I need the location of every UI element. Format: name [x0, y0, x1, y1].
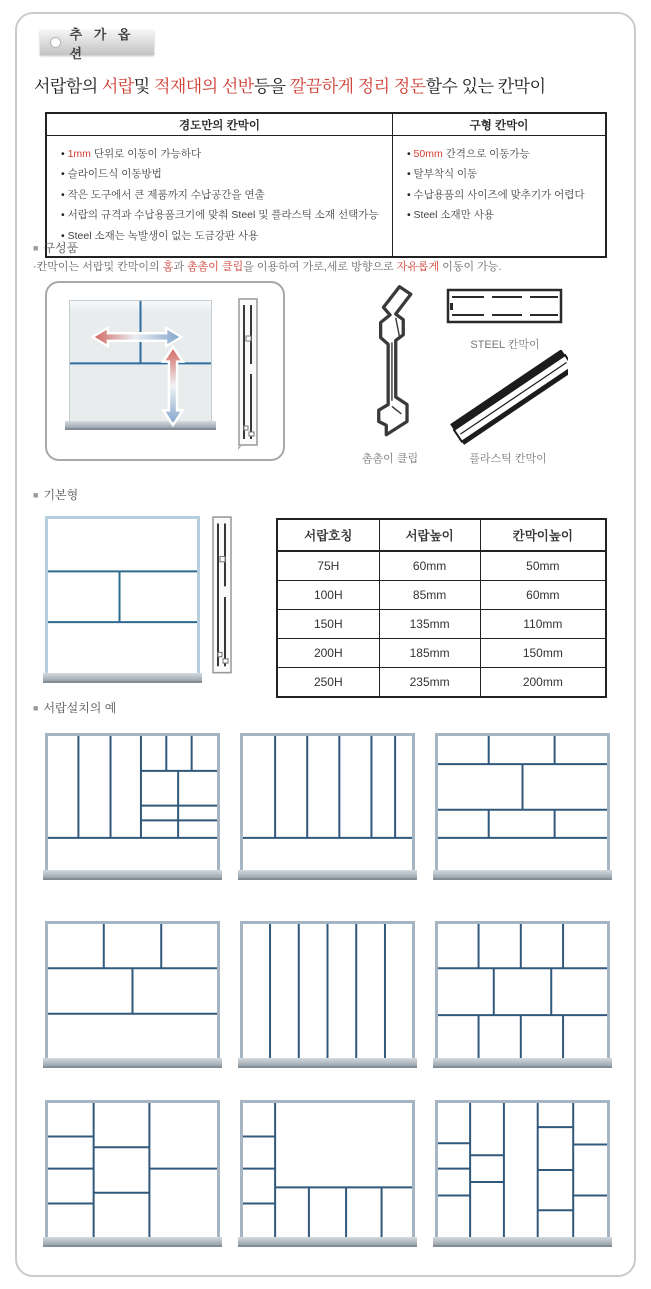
drawer-example-4 [45, 921, 220, 1061]
divider-lines [438, 736, 607, 870]
drawer-base [433, 870, 612, 880]
spec-cell: 110mm [480, 610, 606, 639]
steel-divider-illustration [446, 283, 564, 331]
spec-cell: 85mm [379, 581, 480, 610]
spec-row [277, 610, 606, 639]
spec-cell: 200H [277, 639, 379, 668]
divider-lines [243, 1103, 412, 1237]
divider-lines [48, 924, 217, 1058]
section-badge [40, 26, 154, 61]
feature-item: • 수납용품의 사이즈에 맞추기가 어렵다 [407, 185, 597, 205]
spec-row [277, 639, 606, 668]
spec-header-row [277, 519, 606, 551]
section-title-components: ■ 구성품 [33, 241, 79, 255]
divider-lines [438, 1103, 607, 1237]
drawer-topview-diagram [69, 300, 212, 422]
drawer-base [43, 673, 202, 683]
plastic-divider-label: 플라스틱 칸막이 [469, 453, 547, 465]
comparison-header-old: 구형 칸막이 [393, 114, 605, 136]
spec-cell: 150mm [480, 639, 606, 668]
feature-item: • 서랍의 규격과 수납용품크기에 맞춰 Steel 및 플라스틱 소재 선택가능 [61, 205, 384, 225]
drawer-base [238, 1237, 417, 1247]
spec-table [276, 518, 607, 698]
divider-profile-sideview [212, 516, 234, 678]
feature-item: • 슬라이드식 이동방법 [61, 164, 384, 184]
feature-item: • Steel 소재만 사용 [407, 205, 597, 225]
drawer-base [43, 1058, 222, 1068]
comparison-cell-new [47, 136, 393, 256]
feature-list-new [61, 144, 384, 246]
page-title: 서랍함의 서랍및 적재대의 선반등을 깔끔하게 정리 정돈할수 있는 칸막이 [34, 77, 546, 96]
spec-cell: 50mm [480, 551, 606, 581]
drawer-example-2 [240, 733, 415, 873]
drawer-base [43, 1237, 222, 1247]
drawer-example-6 [435, 921, 610, 1061]
spec-header-drawer-height: 서랍높이 [379, 519, 480, 551]
feature-item: • 탈부착식 이동 [407, 164, 597, 184]
square-marker-icon: ■ [33, 243, 39, 253]
spec-cell: 135mm [379, 610, 480, 639]
spec-cell: 235mm [379, 668, 480, 698]
feature-item: • 1mm 단위로 이동이 가능하다 [61, 144, 384, 164]
drawer-example-1 [45, 733, 220, 873]
comparison-table [45, 112, 607, 258]
divider-lines [243, 736, 412, 870]
drawer-example-5 [240, 921, 415, 1061]
divider-lines [438, 924, 607, 1058]
feature-item: • 작은 도구에서 큰 제품까지 수납공간을 연출 [61, 185, 384, 205]
spec-cell: 250H [277, 668, 379, 698]
spec-cell: 60mm [379, 551, 480, 581]
divider-lines [70, 301, 211, 421]
drawer-example-3 [435, 733, 610, 873]
divider-lines [48, 736, 217, 870]
comparison-cell-old [393, 136, 605, 256]
clip-illustration [358, 283, 424, 445]
spec-row [277, 581, 606, 610]
comparison-header-new: 경도만의 칸막이 [47, 114, 393, 136]
divider-lines [48, 1103, 217, 1237]
spec-cell: 100H [277, 581, 379, 610]
clip-label: 촘촘이 클립 [361, 453, 419, 465]
drawer-base [433, 1237, 612, 1247]
section-title-examples: ■ 서랍설치의 예 [33, 701, 117, 715]
drawer-example-7 [45, 1100, 220, 1240]
drawer-base [238, 870, 417, 880]
bullet-circle-icon [50, 37, 61, 48]
spec-row [277, 551, 606, 581]
spec-header-divider-height: 칸막이높이 [480, 519, 606, 551]
square-marker-icon: ■ [33, 703, 39, 713]
drawer-example-8 [240, 1100, 415, 1240]
spec-cell: 150H [277, 610, 379, 639]
drawer-base [238, 1058, 417, 1068]
drawer-base [433, 1058, 612, 1068]
section-title-basic: ■ 기본형 [33, 488, 79, 502]
components-diagram-box [45, 281, 285, 461]
spec-cell: 60mm [480, 581, 606, 610]
basic-drawer-diagram [45, 516, 200, 676]
drawer-base [65, 421, 216, 430]
square-marker-icon: ■ [33, 490, 39, 500]
components-description: ·칸막이는 서랍및 칸막이의 홈과 촘촘이 클립을 이용하여 가로,세로 방향으로 자유롭게 이동이 가능. [33, 261, 502, 273]
plastic-divider-illustration [448, 350, 568, 446]
spec-cell: 75H [277, 551, 379, 581]
vertical-move-arrow-icon [160, 345, 186, 427]
divider-lines [243, 924, 412, 1058]
divider-lines [48, 519, 197, 673]
badge-label: 추 가 옵 션 [69, 26, 135, 61]
drawer-base [43, 870, 222, 880]
spec-header-name: 서랍호칭 [277, 519, 379, 551]
steel-divider-label: STEEL 칸막이 [470, 339, 540, 351]
spec-cell: 185mm [379, 639, 480, 668]
spec-cell: 200mm [480, 668, 606, 698]
spec-row [277, 668, 606, 698]
feature-item: • Steel 소재는 녹발생이 없는 도금강판 사용 [61, 226, 384, 246]
feature-item: • 50mm 간격으로 이동가능 [407, 144, 597, 164]
divider-profile-sideview [238, 298, 260, 450]
drawer-example-9 [435, 1100, 610, 1240]
feature-list-old [407, 144, 597, 226]
